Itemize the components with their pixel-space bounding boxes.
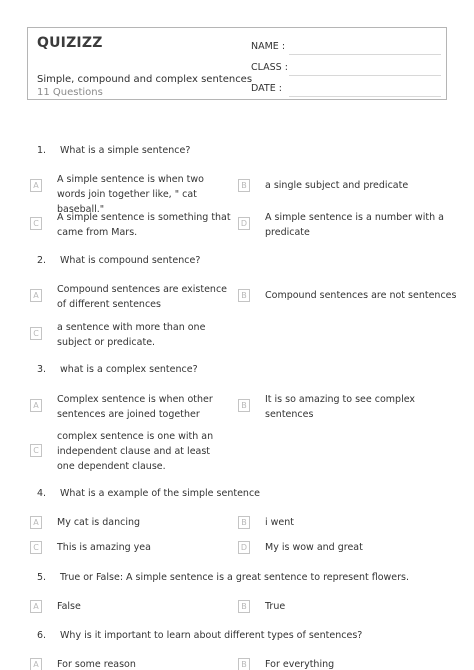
- option-text: A simple sentence is something that came from Mars.: [57, 212, 231, 238]
- question-count: 11 Questions: [37, 87, 103, 98]
- question-number: 4.: [37, 488, 47, 499]
- option-text: For everything: [265, 659, 335, 670]
- option-letter-box: D: [238, 217, 250, 230]
- option-letter-box: A: [30, 399, 42, 412]
- option-text: a single subject and predicate: [265, 180, 409, 191]
- option-letter-box: A: [30, 289, 42, 302]
- quizizz-logo: QUIZIZZ: [37, 35, 103, 51]
- option-letter-box: B: [238, 516, 250, 529]
- date-line: [289, 96, 441, 97]
- question-5: [37, 572, 409, 583]
- option-text: A simple sentence is a number with a predicate: [265, 212, 444, 238]
- option-text: False: [57, 601, 81, 612]
- date-label: DATE :: [251, 83, 282, 94]
- option-letter-box: A: [30, 600, 42, 613]
- option-letter-box: B: [238, 179, 250, 192]
- option-text: i went: [265, 517, 295, 528]
- option-letter-box: C: [30, 327, 42, 340]
- option-text: This is amazing yea: [57, 542, 151, 553]
- option-text: My is wow and great: [265, 542, 363, 553]
- option-text: For some reason: [57, 659, 136, 670]
- date-field[interactable]: [251, 83, 441, 97]
- question-2: [37, 255, 200, 266]
- question-number: 5.: [37, 572, 47, 583]
- question-3: [37, 364, 198, 375]
- option-letter-box: A: [30, 179, 42, 192]
- option-letter-box: B: [238, 658, 250, 670]
- question-text: what is a complex sentence?: [60, 364, 198, 375]
- question-text: Why is it important to learn about different types of sentences?: [60, 630, 363, 641]
- class-label: CLASS :: [251, 62, 288, 73]
- option-text: My cat is dancing: [57, 517, 141, 528]
- question-4: [37, 488, 260, 499]
- question-text: What is a example of the simple sentence: [60, 488, 261, 499]
- option-text: A simple sentence is when two words join together like, " cat baseball.": [57, 174, 204, 215]
- worksheet-title: Simple, compound and complex sentences: [37, 74, 253, 85]
- option-letter-box: A: [30, 658, 42, 670]
- option-letter-box: C: [30, 217, 42, 230]
- option-text: True: [265, 601, 286, 612]
- question-6: [37, 630, 362, 641]
- name-field[interactable]: [251, 41, 441, 55]
- question-text: True or False: A simple sentence is a great sentence to represent flowers.: [60, 572, 410, 583]
- option-text: Compound sentences are existence of different sentences: [57, 284, 228, 310]
- name-label: NAME :: [251, 41, 286, 52]
- question-text: What is a simple sentence?: [60, 145, 191, 156]
- question-1: [37, 145, 190, 156]
- option-letter-box: B: [238, 289, 250, 302]
- option-letter-box: A: [30, 516, 42, 529]
- name-line: [289, 54, 441, 55]
- option-text: It is so amazing to see complex sentences: [265, 394, 416, 420]
- option-text: a sentence with more than one subject or predicate.: [57, 322, 206, 348]
- option-text: complex sentence is one with an independent clause and at least one dependent clause.: [57, 431, 214, 472]
- option-letter-box: C: [30, 444, 42, 457]
- class-field[interactable]: [251, 62, 441, 76]
- question-number: 3.: [37, 364, 47, 375]
- question-number: 6.: [37, 630, 47, 641]
- question-text: What is compound sentence?: [60, 255, 201, 266]
- option-letter-box: C: [30, 541, 42, 554]
- option-letter-box: B: [238, 399, 250, 412]
- question-number: 2.: [37, 255, 47, 266]
- worksheet-header: [27, 27, 447, 100]
- class-line: [289, 75, 441, 76]
- question-number: 1.: [37, 145, 47, 156]
- option-letter-box: D: [238, 541, 250, 554]
- option-letter-box: B: [238, 600, 250, 613]
- option-text: Complex sentence is when other sentences are joined together: [57, 394, 213, 420]
- option-text: Compound sentences are not sentences: [265, 290, 457, 301]
